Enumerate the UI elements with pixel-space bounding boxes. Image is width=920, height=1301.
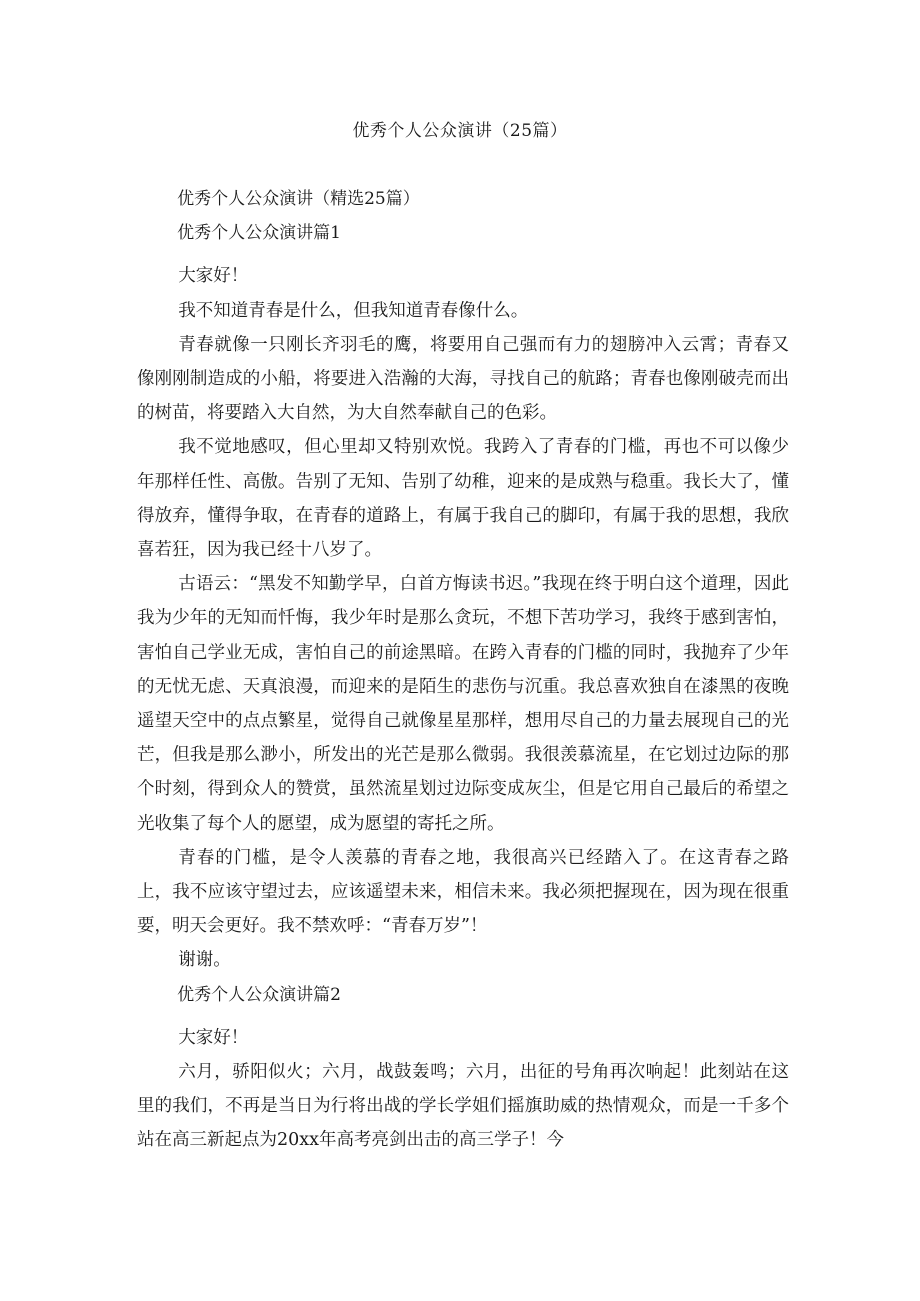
document-subtitle: 优秀个人公众演讲（精选25篇） <box>177 189 420 209</box>
paragraph: 我不知道青春是什么，但我知道青春像什么。 <box>178 300 529 321</box>
document-title: 优秀个人公众演讲（25篇） <box>352 121 568 141</box>
section-heading: 优秀个人公众演讲篇2 <box>177 984 341 1005</box>
document-body <box>137 182 789 1158</box>
paragraph: 我不觉地感叹，但心里却又特别欢悦。我跨入了青春的门槛，再也不可以像少年那样任性、高傲。告别了无知、告别了幼稚，迎来的是成熟与稳重。我长大了，懂得放弃，懂得争取，在青春的道路上，有属于我自己的脚印，有属于我的思想，我欣喜若狂，因为我已经十八岁了。 <box>137 437 789 561</box>
paragraph: 古语云：“黑发不知勤学早，白首方悔读书迟。”我现在终于明白这个道理，因此我为少年的无知而忏悔，我少年时是那么贪玩，不想下苦功学习，我终于感到害怕，害怕自己学业无成，害怕自己的前途黑暗。在跨入青春的门槛的同时，我抛弃了少年的无忧无虑、天真浪漫，而迎来的是陌生的悲伤与沉重。我总喜欢独自在漆黑的夜晚遥望天空中的点点繁星，觉得自己就像星星那样，想用尽自己的力量去展现自己的光芒，但我是那么渺小，所发出的光芒是那么微弱。我很羡慕流星，在它划过边际的那个时刻，得到众人的赞赏，虽然流星划过边际变成灰尘，但是它用自己最后的希望之光收集了每个人的愿望，成为愿望的寄托之所。 <box>137 574 789 834</box>
paragraph: 大家好！ <box>178 1027 249 1048</box>
paragraph: 青春的门槛，是令人羡慕的青春之地，我很高兴已经踏入了。在这青春之路上，我不应该守望过去，应该遥望未来，相信未来。我必须把握现在，因为现在很重要，明天会更好。我不禁欢呼：“青春万岁”！ <box>137 847 789 937</box>
paragraph: 六月，骄阳似火；六月，战鼓轰鸣；六月，出征的号角再次响起！此刻站在这里的我们，不再是当日为行将出战的学长学姐们摇旗助威的热情观众，而是一千多个站在高三新起点为20xx年高考亮剑出击的高三学子！今 <box>137 1062 789 1151</box>
paragraph: 青春就像一只刚长齐羽毛的鹰，将要用自己强而有力的翅膀冲入云霄；青春又像刚刚制造成的小船，将要进入浩瀚的大海，寻找自己的航路；青春也像刚破壳而出的树苗，将要踏入大自然，为大自然奉献自己的色彩。 <box>137 334 789 424</box>
paragraph: 谢谢。 <box>178 950 231 971</box>
section-heading: 优秀个人公众演讲篇1 <box>177 223 341 244</box>
paragraph: 大家好！ <box>178 266 249 287</box>
